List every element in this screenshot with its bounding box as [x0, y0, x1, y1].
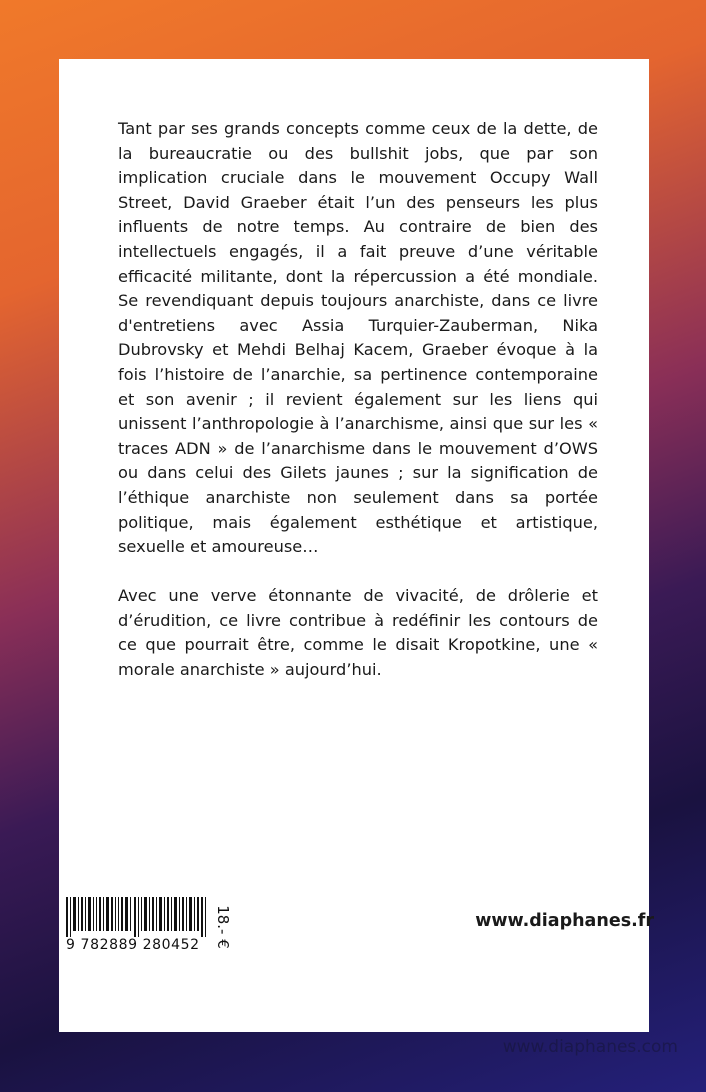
price-text: 18.- € — [214, 905, 232, 949]
publisher-website: www.diaphanes.fr — [475, 911, 654, 931]
blurb-paragraph-1: Tant par ses grands concepts comme ceux de la dette, de la bureaucratie ou des bullshit jobs, que par son implication cruciale dans le mouvement Occupy Wall Street, David Graeber était l’un des penseurs les plus influents de notre temps. Au contraire de bien des intellectuels engagés, il a fait preuve d’une véritable efficacité militante, dont la répercussion a été mondiale. Se revendiquant depuis toujours anarchiste, dans ce livre d'entretiens avec Assia Turquier-Zauberman, Nika Dubrovsky et Mehdi Belhaj Kacem, Graeber évoque à la fois l’histoire de l’anarchie, sa pertinence contemporaine et son avenir ; il revient également sur les liens qui unissent l’anthropologie à l’anarchisme, ainsi que sur les « traces ADN » de l’anarchisme dans le mouvement d’OWS ou dans celui des Gilets jaunes ; sur la signification de l’éthique anarchiste non seulement dans sa portée politique, mais également esthétique et artistique, sexuelle et amoureuse… — [118, 119, 598, 557]
isbn-barcode — [66, 897, 216, 977]
isbn-number: 9 782889 280452 — [66, 937, 200, 953]
blurb-paragraph-2: Avec une verve étonnante de vivacité, de drôlerie et d’érudition, ce livre contribue à redéfinir les contours de ce que pourrait être, comme le disait Kropotkine, une « morale anarchiste » aujourd’hui. — [118, 586, 598, 680]
barcode-bars — [66, 897, 216, 937]
watermark-text: www.diaphanes.com — [502, 1037, 678, 1057]
price-label — [215, 898, 233, 954]
blurb-text — [118, 117, 598, 707]
back-cover-panel — [59, 59, 649, 1032]
